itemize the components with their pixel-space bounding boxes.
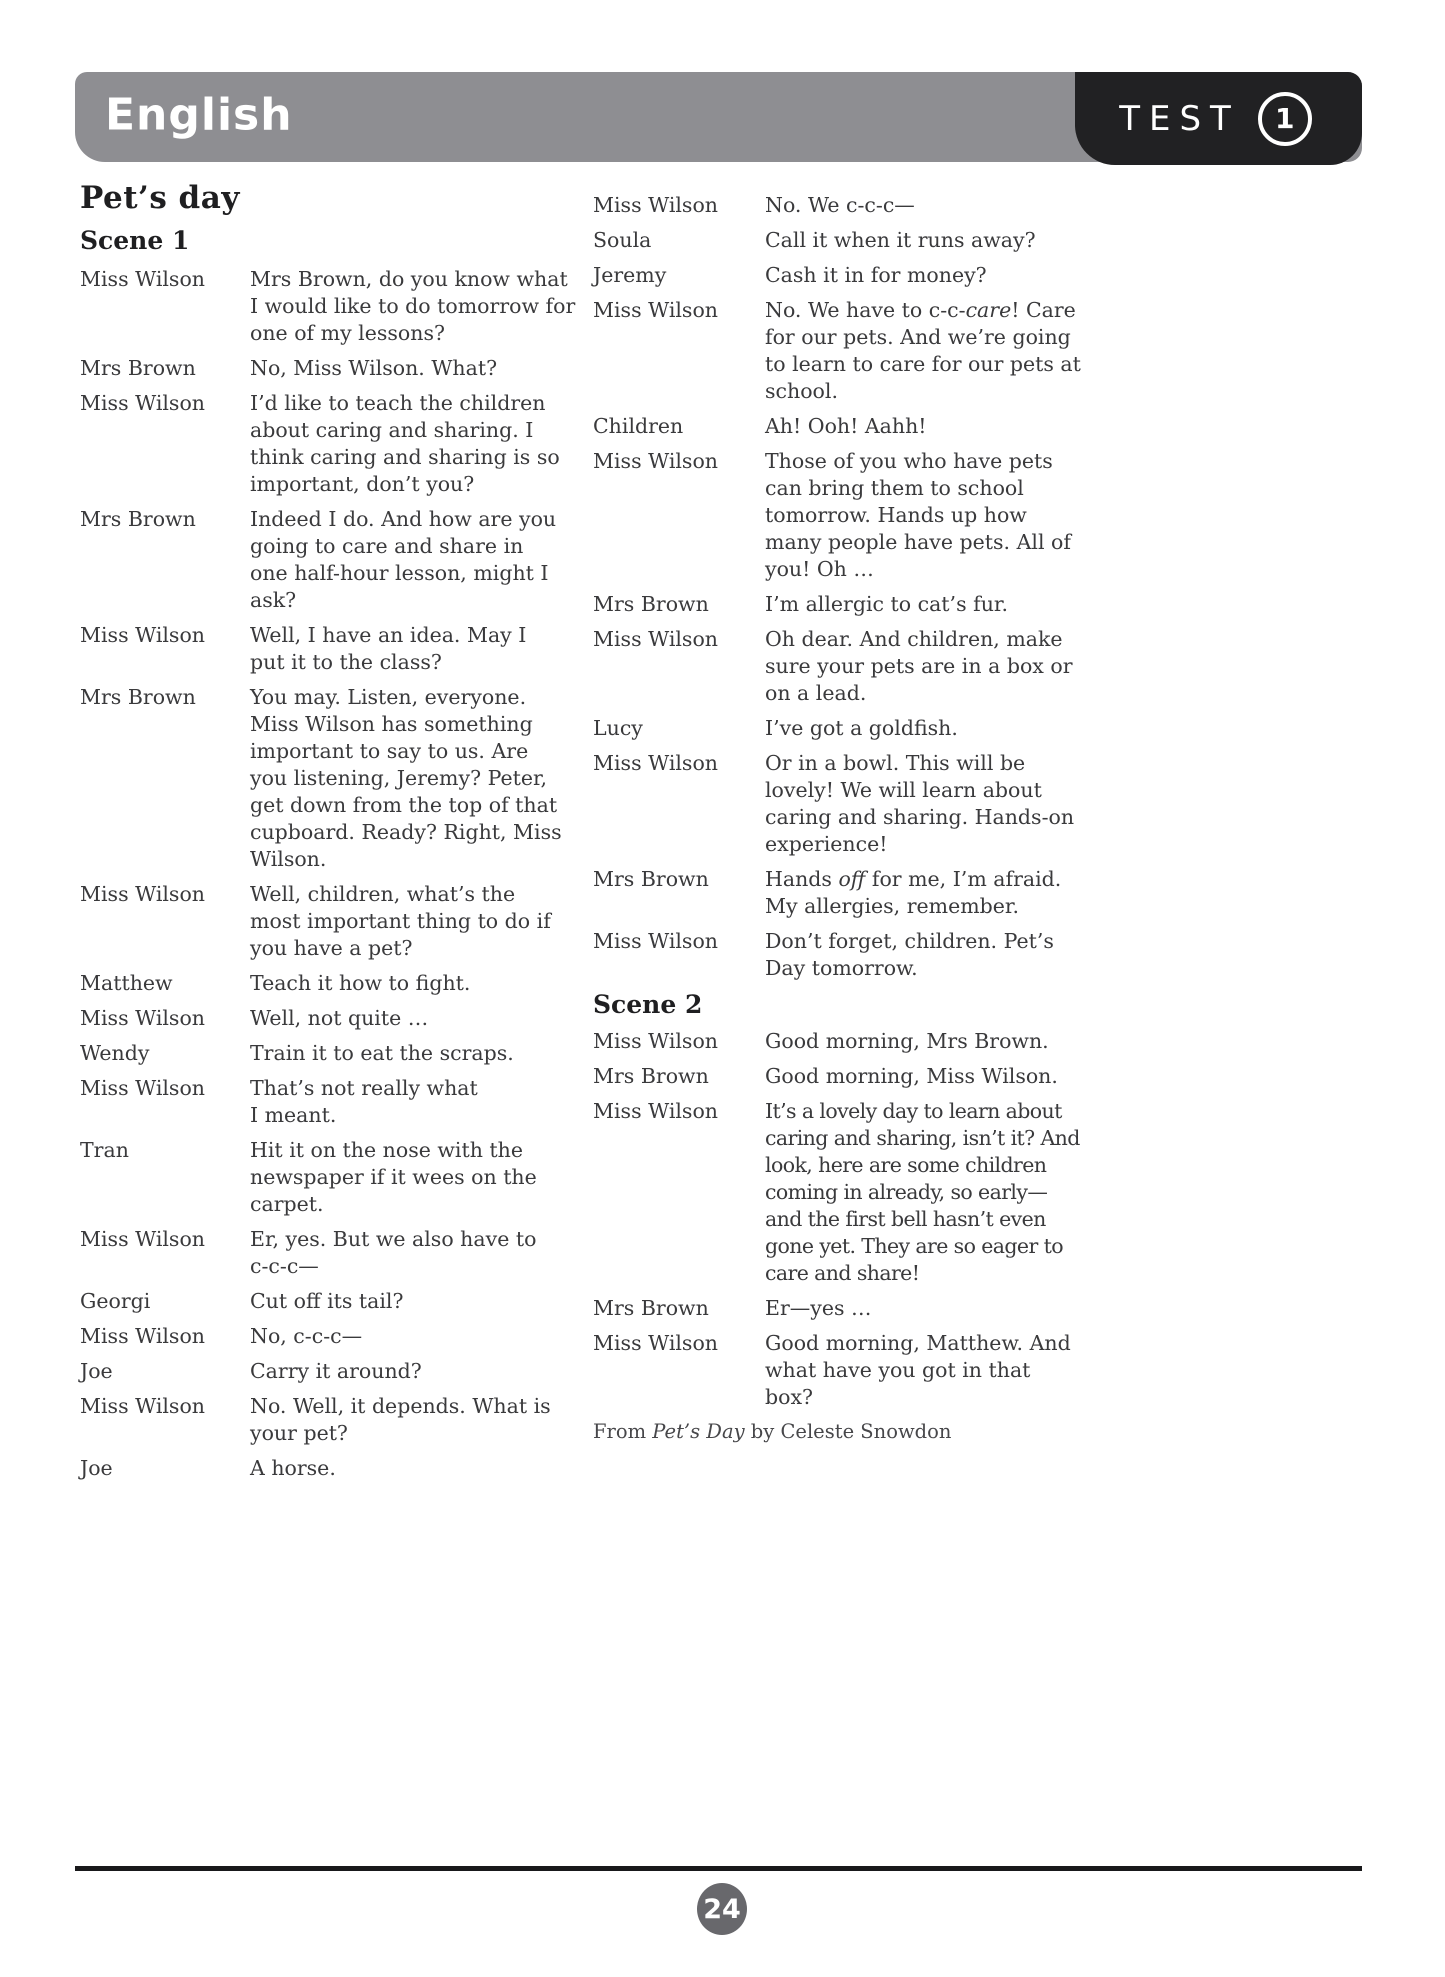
dialogue-right-column [593,192,1373,1445]
speaker-name: Mrs Brown [593,592,709,616]
speaker-name: Mrs Brown [593,1296,709,1320]
speaker-name: Mrs Brown [593,1064,709,1088]
speech-text: Carry it around? [250,1359,422,1383]
dialogue-row [593,448,1373,583]
speech-text: Oh dear. And children, make sure your pets are in a box or on a lead. [765,627,1073,705]
subject-title: English [105,89,293,141]
speaker-name: Joe [80,1456,113,1480]
dialogue-row [593,413,1373,440]
speech-text: Good morning, Matthew. And what have you got in that box? [765,1331,1071,1409]
speech-text: Good morning, Miss Wilson. [765,1064,1058,1088]
dialogue-row [80,1005,580,1032]
dialogue-row [80,1226,580,1280]
dialogue-row [593,626,1373,707]
speech-text: Er—yes … [765,1296,872,1320]
dialogue-row [80,1040,580,1067]
speaker-name: Miss Wilson [593,1331,718,1355]
dialogue-row [593,1098,1373,1287]
speech-text: No. Well, it depends. What is your pet? [250,1394,551,1445]
speech-text: It’s a lovely day to learn about caring and sharing, isn’t it? And look, here are some children coming in already, so early— and the first bell hasn’t even gone yet. They are so eager to care and share! [765,1099,1080,1285]
speech-text: Hit it on the nose with the newspaper if it wees on the carpet. [250,1138,537,1216]
dialogue-row [593,866,1373,920]
dialogue-row [80,1358,580,1385]
speech-text: A horse. [250,1456,336,1480]
speaker-name: Georgi [80,1289,151,1313]
speech-text: Cash it in for money? [765,263,987,287]
dialogue-row [593,1063,1373,1090]
dialogue-row [593,715,1373,742]
dialogue-row [80,1323,580,1350]
dialogue-row [80,266,580,347]
speaker-name: Miss Wilson [80,391,205,415]
dialogue-row [80,1455,580,1482]
speech-text: Well, not quite … [250,1006,429,1030]
dialogue-row [80,390,580,498]
speaker-name: Jeremy [593,263,667,287]
dialogue-row [80,1075,580,1129]
dialogue-row [593,750,1373,858]
article-title: Pet’s day [80,180,240,216]
speech-text: Hands off for me, I’m afraid. My allergies, remember. [765,867,1062,918]
speech-text: No, c-c-c— [250,1324,363,1348]
footer-rule [75,1866,1362,1871]
dialogue-row [593,591,1373,618]
speaker-name: Mrs Brown [80,685,196,709]
speech-text: Er, yes. But we also have to c-c-c— [250,1227,537,1278]
dialogue-row [80,1288,580,1315]
dialogue-row [593,928,1373,982]
speech-text: Or in a bowl. This will be lovely! We will learn about caring and sharing. Hands-on experience! [765,751,1075,856]
dialogue-row [593,297,1373,405]
speaker-name: Miss Wilson [593,449,718,473]
dialogue-row [80,970,580,997]
dialogue-row [593,262,1373,289]
speaker-name: Miss Wilson [80,623,205,647]
speech-text: Indeed I do. And how are you going to care and share in one half-hour lesson, might I ask? [250,507,557,612]
dialogue-row [80,355,580,382]
speech-text: Good morning, Mrs Brown. [765,1029,1049,1053]
speech-text: That’s not really what I meant. [250,1076,478,1127]
dialogue-row [593,192,1373,219]
dialogue-row [593,227,1373,254]
page-number-badge: 24 [697,1883,747,1935]
speaker-name: Miss Wilson [80,267,205,291]
speech-text: I’m allergic to cat’s fur. [765,592,1008,616]
speech-text: Teach it how to fight. [250,971,471,995]
speaker-name: Miss Wilson [80,1324,205,1348]
speech-text: Well, I have an idea. May I put it to the class? [250,623,527,674]
speech-text: Ah! Ooh! Aahh! [765,414,927,438]
speech-text: You may. Listen, everyone. Miss Wilson has something important to say to us. Are you listening, Jeremy? Peter, get down from the top of that cupboard. Ready? Right, Miss Wilson. [250,685,562,871]
dialogue-row [593,1330,1373,1411]
test-banner [1075,72,1362,165]
dialogue-row [80,622,580,676]
dialogue-row [80,1137,580,1218]
speaker-name: Miss Wilson [80,1006,205,1030]
dialogue-row [593,1295,1373,1322]
speaker-name: Miss Wilson [593,751,718,775]
speaker-name: Miss Wilson [80,1227,205,1251]
speaker-name: Children [593,414,684,438]
dialogue-left-column [80,266,580,1490]
speech-text: Cut off its tail? [250,1289,404,1313]
speaker-name: Soula [593,228,652,252]
speaker-name: Joe [80,1359,113,1383]
speech-text: Mrs Brown, do you know what I would like to do tomorrow for one of my lessons? [250,267,576,345]
speech-text: No. We have to c-c-care! Care for our pets. And we’re going to learn to care for our pets at school. [765,298,1081,403]
speaker-name: Mrs Brown [80,507,196,531]
speech-text: No. We c-c-c— [765,193,915,217]
test-label: TEST [1119,98,1240,139]
dialogue-row [80,684,580,873]
speaker-name: Miss Wilson [593,1029,718,1053]
speaker-name: Wendy [80,1041,150,1065]
speaker-name: Mrs Brown [593,867,709,891]
scene-2-dialogues [593,1028,1373,1411]
speech-text: Well, children, what’s the most important thing to do if you have a pet? [250,882,551,960]
speaker-name: Mrs Brown [80,356,196,380]
dialogue-row [593,1028,1373,1055]
speech-text: Call it when it runs away? [765,228,1036,252]
speech-text: Those of you who have pets can bring them to school tomorrow. Hands up how many people have pets. All of you! Oh … [765,449,1071,581]
speaker-name: Miss Wilson [593,193,718,217]
speech-text: No, Miss Wilson. What? [250,356,498,380]
speech-text: I’ve got a goldfish. [765,716,958,740]
speaker-name: Tran [80,1138,129,1162]
scene-2-heading: Scene 2 [593,990,703,1019]
speaker-name: Lucy [593,716,643,740]
speaker-name: Miss Wilson [593,627,718,651]
test-number-badge: 1 [1258,92,1312,146]
speech-text: Train it to eat the scraps. [250,1041,514,1065]
scene-1-heading: Scene 1 [80,226,190,255]
dialogue-row [80,1393,580,1447]
speaker-name: Miss Wilson [80,1394,205,1418]
attribution: From Pet’s Day by Celeste Snowdon [593,1420,952,1443]
dialogue-row [80,881,580,962]
scene-1-dialogues [593,192,1373,982]
speech-text: I’d like to teach the children about caring and sharing. I think caring and sharing is so important, don’t you? [250,391,560,496]
speaker-name: Miss Wilson [80,1076,205,1100]
speech-text: Don’t forget, children. Pet’s Day tomorrow. [765,929,1054,980]
speaker-name: Miss Wilson [593,1099,718,1123]
speaker-name: Matthew [80,971,173,995]
speaker-name: Miss Wilson [593,298,718,322]
speaker-name: Miss Wilson [593,929,718,953]
speaker-name: Miss Wilson [80,882,205,906]
dialogue-row [80,506,580,614]
